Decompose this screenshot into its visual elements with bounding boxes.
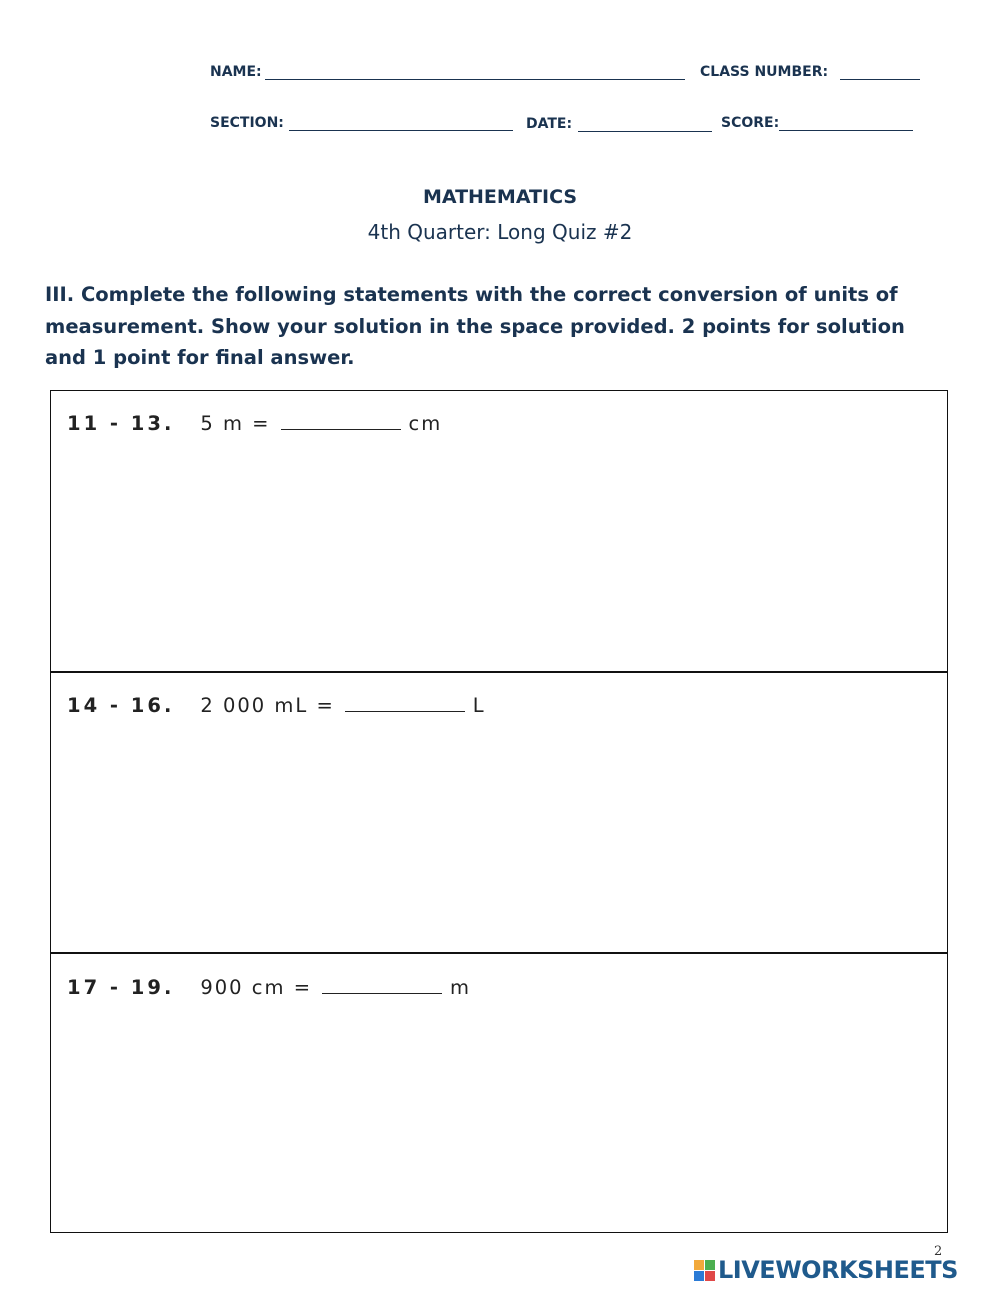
score-field — [721, 115, 913, 131]
question-left: 5 m = — [200, 412, 271, 435]
page-subtitle: 4th Quarter: Long Quiz #2 — [367, 220, 633, 244]
question-item — [67, 976, 471, 999]
name-line[interactable] — [265, 65, 685, 80]
page-title: MATHEMATICS — [422, 186, 578, 208]
date-field — [526, 116, 712, 132]
logo-block — [705, 1271, 715, 1281]
question-unit: m — [450, 976, 472, 999]
name-field — [210, 64, 685, 80]
answer-blank[interactable] — [345, 697, 465, 712]
answer-blank[interactable] — [322, 979, 442, 994]
liveworksheets-logo — [694, 1256, 958, 1284]
logo-blocks-icon — [694, 1260, 715, 1281]
logo-block — [705, 1260, 715, 1270]
answer-blank[interactable] — [281, 415, 401, 430]
question-number: 14 - 16. — [67, 694, 175, 717]
question-unit: cm — [408, 412, 443, 435]
score-label: SCORE: — [721, 115, 780, 131]
question-left: 900 cm = — [200, 976, 313, 999]
page-number: 2 — [934, 1244, 943, 1259]
question-number: 17 - 19. — [67, 976, 175, 999]
section-field — [210, 115, 513, 131]
name-label: NAME: — [210, 64, 262, 80]
question-left: 2 000 mL = — [200, 694, 335, 717]
question-number: 11 - 13. — [67, 412, 175, 435]
question-unit: L — [472, 694, 486, 717]
class-number-field — [700, 64, 920, 80]
class-number-line[interactable] — [840, 65, 920, 80]
section-line[interactable] — [289, 116, 513, 131]
score-line[interactable] — [779, 116, 913, 131]
logo-block — [694, 1260, 704, 1270]
logo-text: LIVEWORKSHEETS — [718, 1256, 958, 1284]
class-number-label: CLASS NUMBER: — [700, 64, 829, 80]
section-label: SECTION: — [210, 115, 284, 131]
question-item — [67, 694, 486, 717]
instructions: III. Complete the following statements with the correct conversion of units of measurement. Show your solution in the space provided. 2 points for solution and 1 point for final answer. — [45, 283, 905, 369]
question-item — [67, 412, 442, 435]
logo-block — [694, 1271, 704, 1281]
date-line[interactable] — [578, 117, 712, 132]
date-label: DATE: — [526, 116, 573, 132]
